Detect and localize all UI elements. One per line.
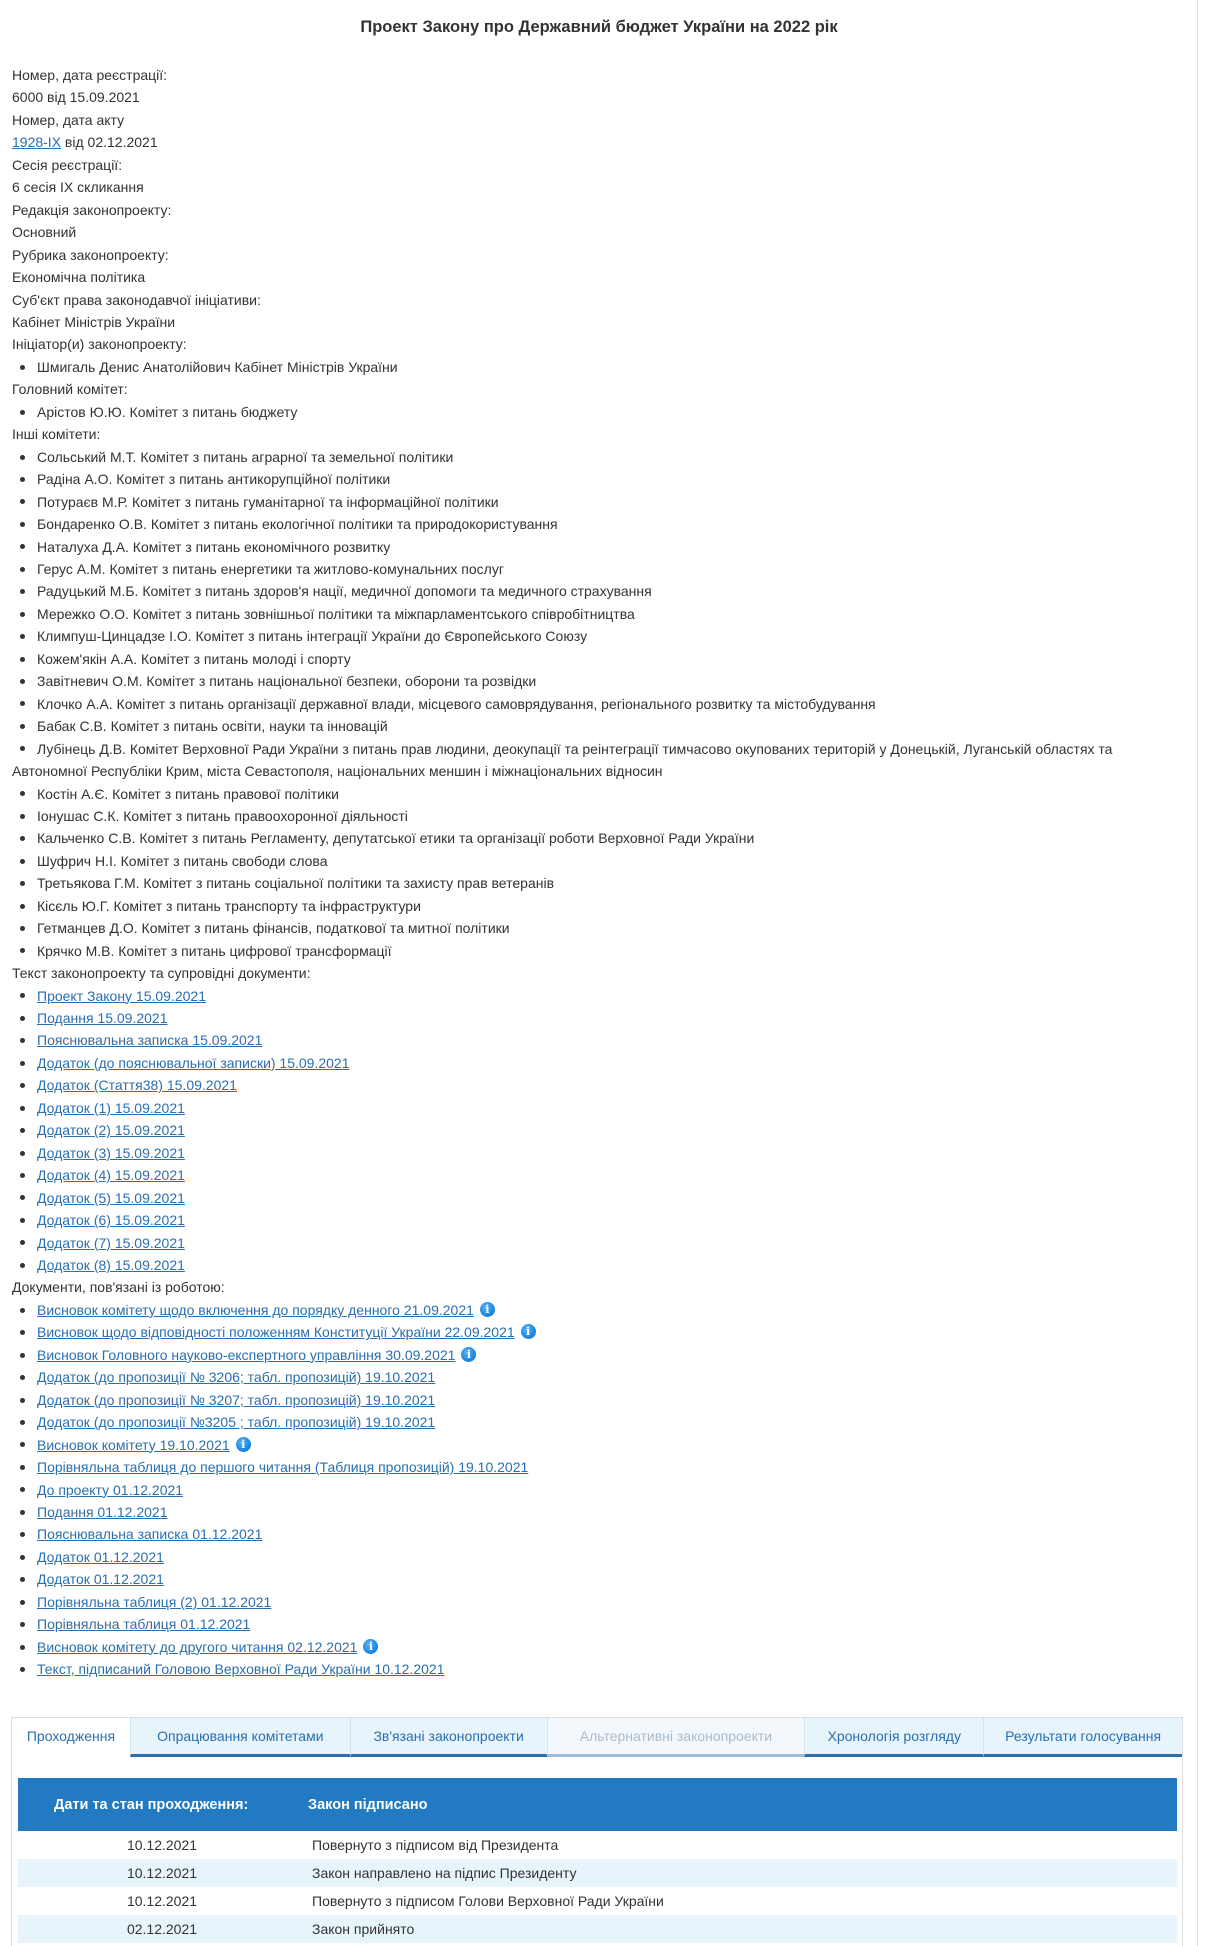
committee-item [12, 536, 1183, 558]
bullet-icon [20, 1465, 25, 1470]
tab-3[interactable]: Зв'язані законопроекти [350, 1718, 547, 1757]
info-icon[interactable]: i [521, 1324, 536, 1339]
related-document-item [12, 1658, 1183, 1680]
committee-item [12, 603, 1183, 625]
committee-text: Бабак С.В. Комітет з питань освіти, науки та інновацій [37, 718, 388, 735]
bullet-icon [20, 926, 25, 931]
bullet-icon [20, 455, 25, 460]
committee-text: Мережко О.О. Комітет з питань зовнішньої політики та міжпарламентського співробітництва [37, 605, 635, 622]
bullet-icon [20, 1151, 25, 1156]
bullet-icon [20, 1353, 25, 1358]
bullet-icon [20, 477, 25, 482]
initiators-label: Ініціатор(и) законопроекту: [12, 336, 187, 353]
status-header-row [18, 1778, 1177, 1831]
related-document-item [12, 1456, 1183, 1478]
bullet-icon [20, 499, 25, 504]
page-title: Проект Закону про Державний бюджет України на 2022 рік [360, 18, 838, 36]
committee-item [12, 625, 1183, 647]
bullet-icon [20, 1645, 25, 1650]
tab-4[interactable]: Альтернативні законопроекти [547, 1718, 805, 1757]
main-committee-label: Головний комітет: [12, 381, 128, 398]
related-document-link[interactable]: Додаток 01.12.2021 [37, 1571, 164, 1588]
bullet-icon [20, 410, 25, 415]
bullet-icon [20, 1600, 25, 1605]
bullet-icon [20, 1555, 25, 1560]
status-header-label: Дати та стан проходження: [54, 1796, 249, 1813]
related-document-link[interactable]: Порівняльна таблиця 01.12.2021 [37, 1616, 251, 1633]
tabs-panel [11, 1717, 1183, 1946]
table-row [18, 1831, 1177, 1859]
list-item [12, 401, 1183, 423]
status-date: 10.12.2021 [126, 1837, 198, 1853]
related-document-item [12, 1389, 1183, 1411]
related-document-item [12, 1366, 1183, 1388]
related-document-link[interactable]: Пояснювальна записка 01.12.2021 [37, 1526, 263, 1543]
documents-label: Текст законопроекту та супровідні документи: [12, 965, 311, 982]
related-document-link[interactable]: Висновок комітету щодо включення до порядку денного 21.09.2021 [37, 1301, 474, 1318]
committee-text: Лубінець Д.В. Комітет Верховної Ради України з питань прав людини, деокупації та реінтеграції тимчасово окупованих територій у Донецькій, Луганській областях та Автономної Республіки Крим, міста Севастополя, національних меншин і міжнаціональних відносин [12, 740, 1113, 780]
rubric-value: Економічна політика [12, 269, 146, 286]
bullet-icon [20, 567, 25, 572]
info-icon[interactable]: i [236, 1437, 251, 1452]
status-date: 10.12.2021 [126, 1865, 198, 1881]
committee-item [12, 850, 1183, 872]
document-link[interactable]: Додаток (Стаття38) 15.09.2021 [37, 1077, 237, 1094]
other-committees-list [12, 446, 1183, 962]
session-label: Сесія реєстрації: [12, 156, 123, 173]
bullet-icon [20, 1240, 25, 1245]
status-event: Закон направлено на підпис Президенту [312, 1865, 577, 1881]
committee-item [12, 468, 1183, 490]
bullet-icon [20, 881, 25, 886]
act-date: від 02.12.2021 [61, 134, 158, 151]
related-document-item [12, 1344, 1183, 1366]
bullet-icon [20, 679, 25, 684]
status-event: Повернуто з підписом від Президента [312, 1837, 559, 1853]
session-value: 6 сесія IX скликання [12, 179, 144, 196]
info-icon[interactable]: i [461, 1347, 476, 1362]
committee-item [12, 446, 1183, 468]
info-icon[interactable]: i [480, 1302, 495, 1317]
bullet-icon [20, 1532, 25, 1537]
document-link[interactable]: Додаток (до пояснювальної записки) 15.09.2021 [37, 1054, 350, 1071]
committee-item [12, 872, 1183, 894]
committee-item [12, 513, 1183, 535]
act-number-link[interactable]: 1928-IX [12, 134, 62, 151]
document-link[interactable]: Додаток (6) 15.09.2021 [37, 1212, 185, 1229]
document-link[interactable]: Додаток (7) 15.09.2021 [37, 1234, 185, 1251]
committee-item [12, 895, 1183, 917]
status-event: Закон прийнято [312, 1921, 415, 1937]
bullet-icon [20, 1308, 25, 1313]
committee-item [12, 917, 1183, 939]
committee-text: Клочко А.А. Комітет з питань організації державної влади, місцевого самоврядування, регіонального розвитку та містобудування [37, 695, 876, 712]
bullet-icon [20, 746, 25, 751]
related-document-item [12, 1479, 1183, 1501]
committee-text: Іонушас С.К. Комітет з питань правоохоронної діяльності [37, 807, 408, 824]
committee-item [12, 738, 1183, 783]
bullet-icon [20, 1263, 25, 1268]
tab-6[interactable]: Результати голосування [983, 1718, 1182, 1757]
related-document-link[interactable]: Додаток (до пропозиції №3205 ; табл. пропозицій) 19.10.2021 [37, 1414, 436, 1431]
document-link[interactable]: Проект Закону 15.09.2021 [37, 987, 207, 1004]
bullet-icon [20, 1577, 25, 1582]
bullet-icon [20, 1128, 25, 1133]
tab-2[interactable]: Опрацювання комітетами [130, 1718, 350, 1757]
committee-text: Завітневич О.М. Комітет з питань національної безпеки, оборони та розвідки [37, 673, 537, 690]
main-committee-list [12, 401, 1183, 423]
related-document-link[interactable]: Додаток 01.12.2021 [37, 1548, 164, 1565]
document-item [12, 1187, 1183, 1209]
document-item [12, 1029, 1183, 1051]
bullet-icon [20, 657, 25, 662]
tab-1[interactable]: Проходження [12, 1718, 130, 1757]
act-value [12, 131, 1183, 153]
committee-text: Крячко М.В. Комітет з питань цифрової трансформації [37, 942, 392, 959]
related-document-item [12, 1299, 1183, 1321]
related-document-link[interactable]: Додаток (до пропозиції № 3207; табл. пропозицій) 19.10.2021 [37, 1391, 436, 1408]
document-item [12, 1119, 1183, 1141]
committee-text: Кісєль Ю.Г. Комітет з питань транспорту та інфраструктури [37, 897, 421, 914]
related-document-item [12, 1546, 1183, 1568]
bullet-icon [20, 948, 25, 953]
document-item [12, 1209, 1183, 1231]
bullet-icon [20, 1622, 25, 1627]
committee-item [12, 491, 1183, 513]
related-document-item [12, 1636, 1183, 1658]
committee-item [12, 827, 1183, 849]
related-document-link[interactable]: Висновок Головного науково-експертного управління 30.09.2021 [37, 1346, 456, 1363]
committee-text: Радуцький М.Б. Комітет з питань здоров'я нації, медичної допомоги та медичного страхування [37, 583, 652, 600]
bullet-icon [20, 1218, 25, 1223]
document-link[interactable]: Додаток (5) 15.09.2021 [37, 1189, 185, 1206]
reg-label: Номер, дата реєстрації: [12, 67, 168, 83]
bullet-icon [20, 1016, 25, 1021]
committee-text: Радіна А.О. Комітет з питань антикорупційної політики [37, 471, 391, 488]
related-document-link[interactable]: Висновок комітету до другого читання 02.12.2021 [37, 1638, 358, 1655]
document-link[interactable]: Додаток (8) 15.09.2021 [37, 1257, 185, 1274]
committee-text: Костін А.Є. Комітет з питань правової політики [37, 785, 339, 802]
bullet-icon [20, 1510, 25, 1515]
document-item [12, 1232, 1183, 1254]
committee-text: Бондаренко О.В. Комітет з питань екологічної політики та природокористування [37, 516, 558, 533]
bullet-icon [20, 634, 25, 639]
status-date: 02.12.2021 [126, 1921, 198, 1937]
committee-text: Сольський М.Т. Комітет з питань аграрної та земельної політики [37, 448, 454, 465]
subject-value: Кабінет Міністрів України [12, 313, 176, 330]
committee-text: Наталуха Д.А. Комітет з питань економічного розвитку [37, 538, 391, 555]
act-label: Номер, дата акту [12, 111, 125, 128]
committee-item [12, 670, 1183, 692]
document-item [12, 1052, 1183, 1074]
committee-text: Гетманцев Д.О. Комітет з питань фінансів, податкової та митної політики [37, 920, 510, 937]
committee-item [12, 693, 1183, 715]
bullet-icon [20, 589, 25, 594]
committee-text: Кальченко С.В. Комітет з питань Регламенту, депутатської етики та організації роботи Верховної Ради України [37, 830, 755, 847]
table-row [18, 1915, 1177, 1943]
bullet-icon [20, 1420, 25, 1425]
related-documents-list [12, 1299, 1183, 1681]
committee-item [12, 715, 1183, 737]
related-document-link[interactable]: Висновок щодо відповідності положенням Конституції України 22.09.2021 [37, 1324, 515, 1341]
bullet-icon [20, 791, 25, 796]
document-link[interactable]: Подання 15.09.2021 [37, 1010, 168, 1027]
subject-label: Суб'єкт права законодавчої ініціативи: [12, 291, 261, 308]
related-documents-label: Документи, пов'язані із роботою: [12, 1279, 225, 1296]
committee-text: Шуфрич Н.І. Комітет з питань свободи слова [37, 852, 328, 869]
related-document-item [12, 1411, 1183, 1433]
tab-bar [12, 1718, 1182, 1757]
related-document-link[interactable]: До проекту 01.12.2021 [37, 1481, 184, 1498]
related-document-link[interactable]: Додаток (до пропозиції № 3206; табл. пропозицій) 19.10.2021 [37, 1369, 436, 1386]
bullet-icon [20, 859, 25, 864]
documents-list [12, 985, 1183, 1277]
bullet-icon [20, 993, 25, 998]
document-link[interactable]: Додаток (3) 15.09.2021 [37, 1144, 185, 1161]
bill-info [12, 64, 1183, 1681]
bullet-icon [20, 701, 25, 706]
bullet-icon [20, 1398, 25, 1403]
document-item [12, 1142, 1183, 1164]
related-document-item [12, 1434, 1183, 1456]
info-icon[interactable]: i [363, 1639, 378, 1654]
related-document-item [12, 1501, 1183, 1523]
table-row [18, 1859, 1177, 1887]
bullet-icon [20, 1667, 25, 1672]
status-table [18, 1778, 1177, 1943]
status-event: Повернуто з підписом Голови Верховної Ради України [312, 1893, 664, 1909]
committee-item [12, 940, 1183, 962]
related-document-link[interactable]: Порівняльна таблиця до першого читання (Таблиця пропозицій) 19.10.2021 [37, 1459, 529, 1476]
related-document-item [12, 1568, 1183, 1590]
bullet-icon [20, 1375, 25, 1380]
main-committee-text: Арістов Ю.Ю. Комітет з питань бюджету [37, 403, 298, 420]
related-document-link[interactable]: Текст, підписаний Головою Верховної Ради України 10.12.2021 [37, 1661, 445, 1678]
committee-text: Третьякова Г.М. Комітет з питань соціальної політики та захисту прав ветеранів [37, 875, 555, 892]
related-document-item [12, 1613, 1183, 1635]
committee-item [12, 558, 1183, 580]
committee-item [12, 805, 1183, 827]
other-committees-label: Інші комітети: [12, 426, 101, 443]
status-rows [18, 1831, 1177, 1943]
document-link[interactable]: Додаток (2) 15.09.2021 [37, 1122, 185, 1139]
committee-text: Кожем'якін А.А. Комітет з питань молоді і спорту [37, 650, 351, 667]
bullet-icon [20, 1442, 25, 1447]
tab-5[interactable]: Хронологія розгляду [804, 1718, 983, 1757]
document-item [12, 1254, 1183, 1276]
bullet-icon [20, 1330, 25, 1335]
bullet-icon [20, 1083, 25, 1088]
document-link[interactable]: Додаток (1) 15.09.2021 [37, 1099, 185, 1116]
rubric-label: Рубрика законопроекту: [12, 246, 169, 263]
bullet-icon [20, 904, 25, 909]
bullet-icon [20, 1487, 25, 1492]
document-item [12, 1164, 1183, 1186]
status-date: 10.12.2021 [126, 1893, 198, 1909]
status-header-value: Закон підписано [308, 1796, 428, 1813]
committee-text: Климпуш-Цинцадзе І.О. Комітет з питань інтеграції України до Європейського Союзу [37, 628, 588, 645]
related-document-link[interactable]: Висновок комітету 19.10.2021 [37, 1436, 230, 1453]
bullet-icon [20, 1038, 25, 1043]
committee-item [12, 648, 1183, 670]
edition-label: Редакція законопроекту: [12, 201, 172, 218]
related-document-link[interactable]: Подання 01.12.2021 [37, 1504, 168, 1520]
bullet-icon [20, 1061, 25, 1066]
bullet-icon [20, 724, 25, 729]
initiators-list [12, 356, 1183, 378]
bullet-icon [20, 1195, 25, 1200]
document-item [12, 1097, 1183, 1119]
related-document-link[interactable]: Порівняльна таблиця (2) 01.12.2021 [37, 1593, 272, 1610]
bullet-icon [20, 1106, 25, 1111]
document-link[interactable]: Пояснювальна записка 15.09.2021 [37, 1032, 263, 1049]
related-document-item [12, 1321, 1183, 1343]
document-item [12, 1007, 1183, 1029]
table-row [18, 1887, 1177, 1915]
document-item [12, 985, 1183, 1007]
initiator-text: Шмигаль Денис Анатолійович Кабінет Міністрів України [37, 358, 398, 375]
reg-value: 6000 від 15.09.2021 [12, 89, 140, 106]
committee-item [12, 783, 1183, 805]
bullet-icon [20, 544, 25, 549]
bullet-icon [20, 612, 25, 617]
committee-text: Герус А.М. Комітет з питань енергетики та житлово-комунальних послуг [37, 560, 504, 577]
committee-item [12, 580, 1183, 602]
bullet-icon [20, 522, 25, 527]
committee-text: Потураєв М.Р. Комітет з питань гуманітарної та інформаційної політики [37, 493, 499, 510]
document-link[interactable]: Додаток (4) 15.09.2021 [37, 1167, 185, 1184]
related-document-item [12, 1523, 1183, 1545]
bullet-icon [20, 365, 25, 370]
document-item [12, 1074, 1183, 1096]
list-item [12, 356, 1183, 378]
edition-value: Основний [12, 224, 77, 241]
bullet-icon [20, 836, 25, 841]
bullet-icon [20, 814, 25, 819]
related-document-item [12, 1591, 1183, 1613]
bullet-icon [20, 1173, 25, 1178]
